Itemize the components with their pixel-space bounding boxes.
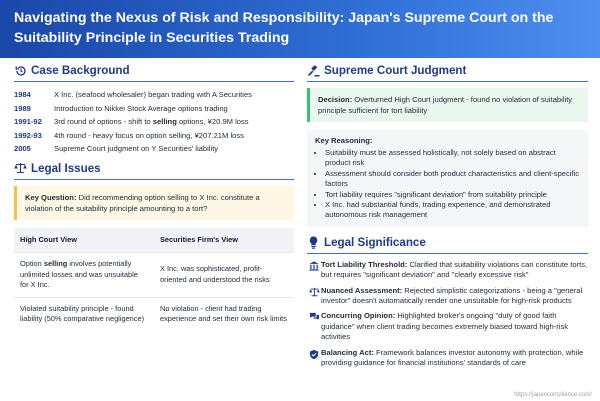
views-table <box>14 228 294 331</box>
significance-item: Nuanced Assessment: Rejected simplistic categorizations - being a "general investor" doesn't automatically render one unsuitable for high-risk products <box>307 286 588 307</box>
significance-item: Tort Liability Threshold: Clarified that suitability violations can constitute torts, but requires "significant deviation" and "clearly excessive risk" <box>307 260 588 281</box>
reasoning-title: Key Reasoning: <box>315 136 373 145</box>
list-item: • Assessment should consider both product characteristics and client-specific factors <box>325 169 580 190</box>
table-row: Violated suitability principle - found liability (50% comparative negligence) No violation - client had trading experience and set their own risk limits <box>14 297 294 331</box>
legal-issues-title: Legal Issues <box>31 161 101 175</box>
judgment-heading <box>307 64 588 82</box>
shield-icon <box>307 348 321 369</box>
timeline-row: 2005 Supreme Court judgment on Y Securities' liability <box>14 144 219 153</box>
reasoning-box <box>307 130 588 227</box>
right-column <box>307 64 588 373</box>
page-title: Navigating the Nexus of Risk and Responsibility: Japan's Supreme Court on the Suitability Principle in Securities Trading <box>14 10 554 46</box>
page-header <box>0 0 600 58</box>
decision-callout: Decision: Overturned High Court judgment - found no violation of suitability principle sufficient for tort liability <box>307 88 588 122</box>
chat-icon <box>307 311 321 343</box>
table-header: Securities Firm's View <box>154 228 294 253</box>
list-item: • Tort liability requires "significant deviation" from suitability principle <box>325 190 580 200</box>
timeline-row: 1991-92 3rd round of options - shift to selling options, ¥20.9M loss <box>14 117 249 126</box>
case-background-title: Case Background <box>31 64 130 77</box>
case-background-heading <box>14 64 294 82</box>
list-item: • X Inc. had substantial funds, trading experience, and demonstrated autonomous risk management <box>325 200 580 221</box>
key-question-callout: Key Question: Did recommending option selling to X Inc. constitute a violation of the suitability principle amounting to a tort? <box>14 186 294 220</box>
timeline-row: 1984 X Inc. (seafood wholesaler) began trading with A Securities <box>14 90 252 99</box>
timeline <box>14 88 294 156</box>
scale-icon <box>14 162 27 175</box>
judgment-title: Supreme Court Judgment <box>324 64 467 77</box>
bank-icon <box>307 260 321 281</box>
reasoning-list <box>315 148 580 221</box>
left-column <box>14 64 294 331</box>
significance-item: Concurring Opinion: Highlighted broker's ongoing "duty of good faith guidance" when client trading becomes extremely biased toward high-risk activities <box>307 311 588 343</box>
timeline-row: 1989 Introduction to Nikkei Stock Average options trading <box>14 103 228 113</box>
lightbulb-icon <box>307 236 320 249</box>
significance-heading <box>307 236 588 254</box>
table-header: High Court View <box>14 228 154 253</box>
gavel-icon <box>307 64 320 77</box>
significance-title: Legal Significance <box>324 235 426 249</box>
balance-icon <box>307 286 321 307</box>
significance-item: Balancing Act: Framework balances investor autonomy with protection, while providing guidance for financial institutions' standards of care <box>307 348 588 369</box>
timeline-row: 1992-93 4th round - heavy focus on option selling, ¥207.21M loss <box>14 130 244 140</box>
legal-issues-heading <box>14 162 294 180</box>
table-row: Option selling involves potentially unlimited losses and was unsuitable for X Inc. X Inc. was sophisticated, profit-oriented and understood the risks <box>14 253 294 298</box>
history-icon <box>14 64 27 77</box>
list-item: • Suitability must be assessed holistically, not solely based on abstract product risk <box>325 148 580 169</box>
footer-url[interactable]: https://japancompliance.com/ <box>514 392 592 398</box>
